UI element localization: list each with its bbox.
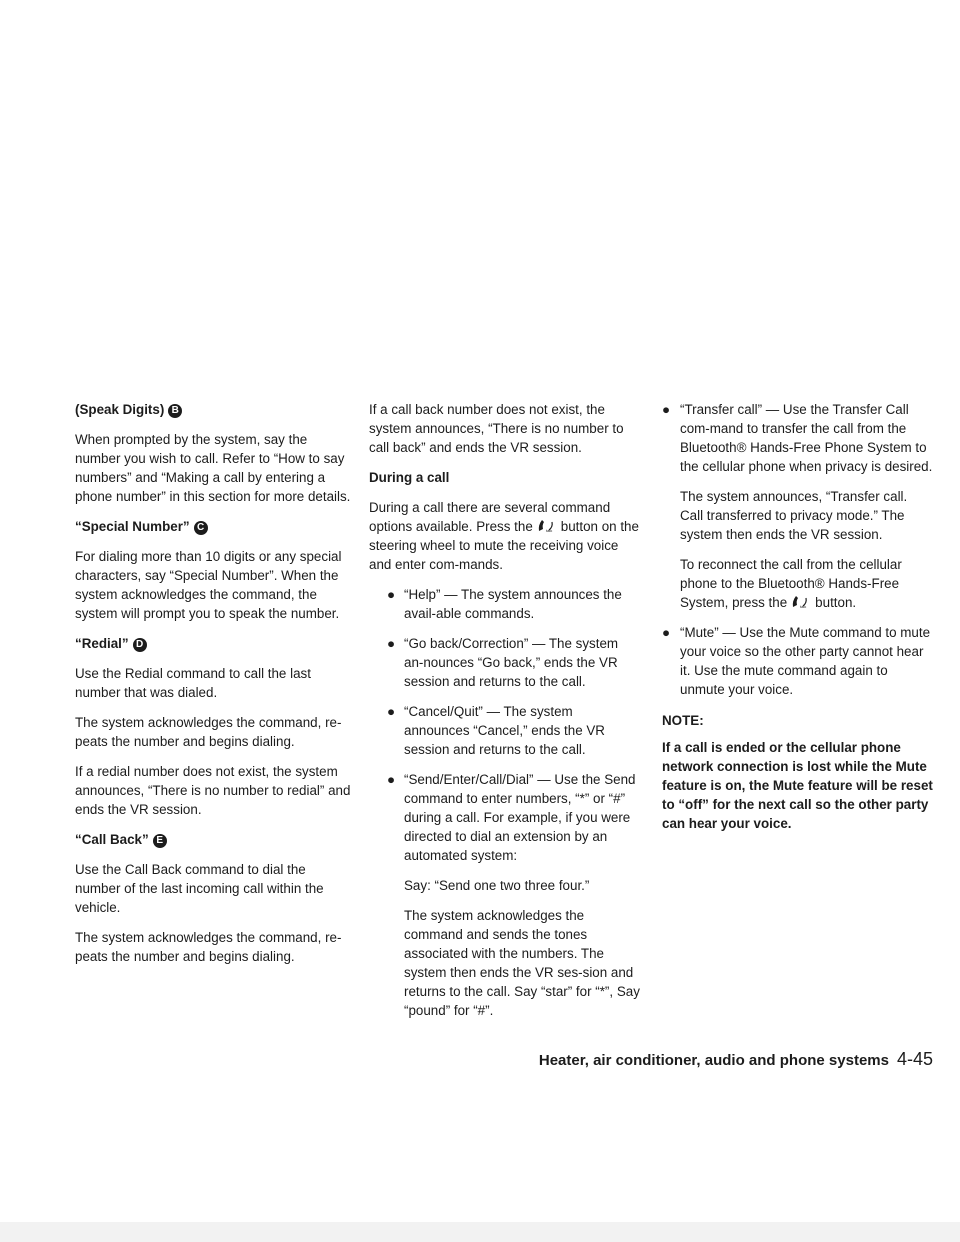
special-number-text: For dialing more than 10 digits or any special characters, say “Special Number”. When the system acknowledges the command, the system will prompt you to speak the number. [75, 549, 342, 621]
column-left [75, 400, 351, 977]
call-back-heading: “Call Back” E [75, 830, 351, 849]
speak-digits-heading: (Speak Digits) B [75, 400, 351, 419]
during-call-text: During a call there are several command options available. Press the talk button on the steering wheel to mute the receiving voice and enter com-mands. [369, 500, 639, 572]
phone-talk-icon [791, 595, 811, 609]
page-footer [0, 1050, 933, 1070]
column-right [662, 400, 934, 833]
marker-b-icon: B [168, 404, 182, 418]
redial-heading: “Redial” D [75, 634, 351, 653]
list-item-help: ● “Help” — The system announces the avail-able commands. [387, 587, 622, 621]
svg-text:talk: talk [545, 528, 552, 533]
page-number: 4-45 [896, 1049, 933, 1069]
during-call-heading: During a call [369, 470, 450, 485]
marker-d-icon: D [133, 638, 147, 652]
call-back-text-1: Use the Call Back command to dial the number of the last incoming call within the vehicle. [75, 862, 324, 915]
list-item-go-back: ● “Go back/Correction” — The system an-nounces “Go back,” ends the VR session and returns to the call. [387, 636, 619, 689]
list-item-cancel: ● “Cancel/Quit” — The system announces “Cancel,” ends the VR session and returns to the call. [387, 704, 605, 757]
redial-text-2: The system acknowledges the command, re-peats the number and begins dialing. [75, 715, 342, 749]
redial-text-3: If a redial number does not exist, the system announces, “There is no number to redial” and ends the VR session. [75, 764, 351, 817]
section-title: Heater, air conditioner, audio and phone systems [538, 1052, 889, 1069]
call-back-text-2: The system acknowledges the command, re-peats the number and begins dialing. [75, 930, 342, 964]
reconnect-text: To reconnect the call from the cellular phone to the Bluetooth® Hands-Free System, press the talk button. [680, 557, 902, 610]
marker-c-icon: C [194, 521, 208, 535]
bottom-strip [0, 1222, 960, 1242]
send-ack-text: The system acknowledges the command and sends the tones associated with the numbers. The system then ends the VR ses-sion and returns to the call. Say “star” for “*”, Say “pound” for “#”. [404, 908, 640, 1018]
note-heading: NOTE: [662, 713, 704, 728]
redial-text-1: Use the Redial command to call the last number that was dialed. [75, 666, 311, 700]
transfer-announce-text: The system announces, “Transfer call. Call transferred to privacy mode.” The system then ends the VR session. [680, 489, 908, 542]
svg-text:talk: talk [800, 604, 807, 609]
column-middle [369, 400, 641, 1031]
list-item-mute: ● “Mute” — Use the Mute command to mute your voice so the other party cannot hear it. Use the mute command again to unmute your voice. [662, 625, 931, 697]
marker-e-icon: E [153, 834, 167, 848]
phone-talk-icon [537, 519, 557, 533]
list-item-send: ● “Send/Enter/Call/Dial” — Use the Send command to enter numbers, “*” or “#” during a call. For example, if you were directed to dial an extension by an automated system: [387, 772, 636, 863]
speak-digits-text: When prompted by the system, say the number you wish to call. Refer to “How to say numbers” and “Making a call by entering a phone number” in this section for more details. [75, 432, 351, 504]
send-say-text: Say: “Send one two three four.” [404, 878, 590, 893]
note-text: If a call is ended or the cellular phone network connection is lost while the Mute feature is on, the Mute feature will be reset to “off” for the next call so the other party can hear your voice. [662, 740, 933, 831]
call-back-text-3: If a call back number does not exist, the system announces, “There is no number to call back” and ends the VR session. [369, 402, 624, 455]
special-number-heading: “Special Number” C [75, 517, 351, 536]
list-item-transfer: ● “Transfer call” — Use the Transfer Call com-mand to transfer the call from the Bluetooth® Hands-Free Phone System to the cellular phone when privacy is desired. [662, 402, 933, 474]
